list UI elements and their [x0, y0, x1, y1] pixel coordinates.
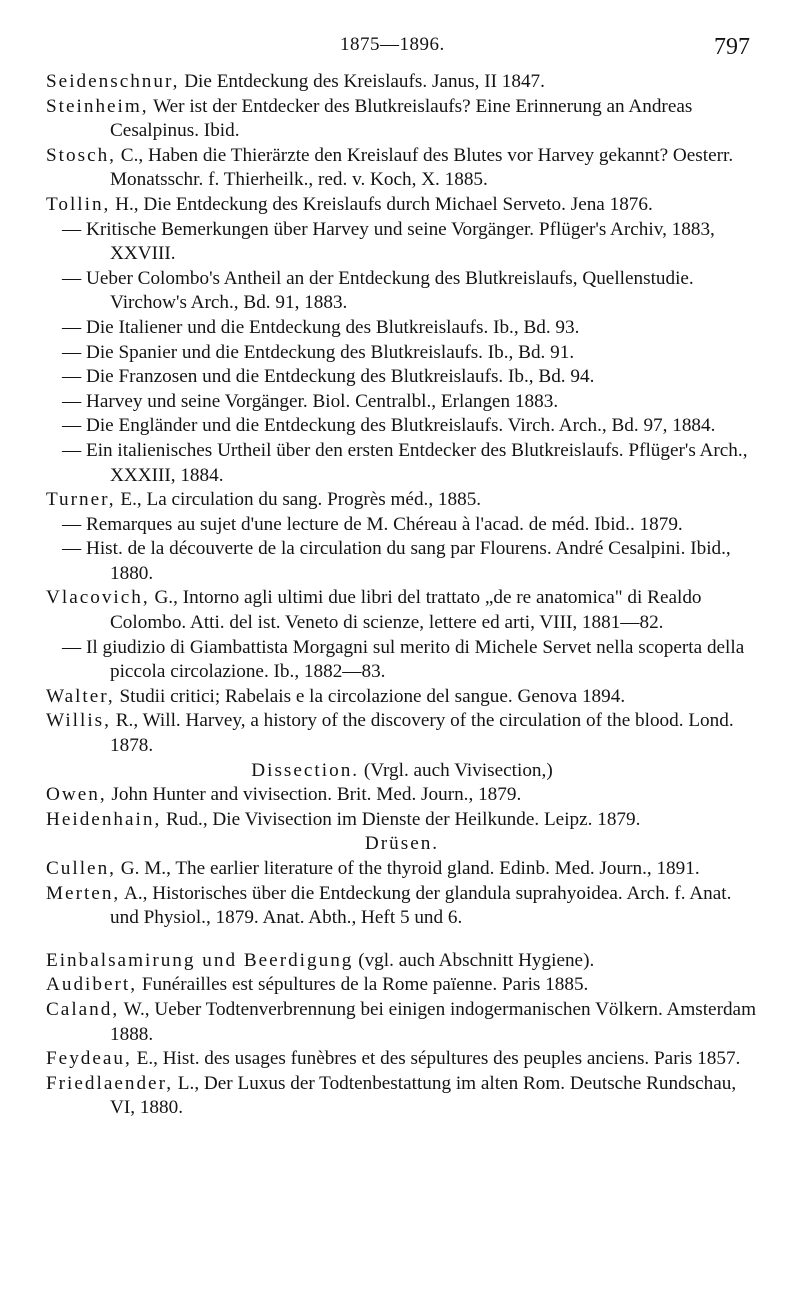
- entry-author: Friedlaender,: [46, 1072, 173, 1094]
- entry-author: Tollin,: [46, 193, 111, 215]
- bibliography-entry: [46, 998, 758, 1047]
- entry-text: (vgl. auch Abschnitt Hygiene).: [358, 949, 595, 971]
- entry-text: Die Franzosen und die Entdeckung des Blutkreislaufs. Ib., Bd. 94.: [85, 366, 595, 388]
- bibliography-entry: [46, 439, 758, 488]
- bibliography-entry: [46, 316, 758, 341]
- bibliography-entry: [46, 808, 758, 833]
- entry-text: (Vrgl. auch Vivisection,): [363, 759, 553, 781]
- ditto-dash: —: [62, 513, 82, 535]
- page-number: 797: [714, 34, 750, 60]
- bibliography-entry: [46, 341, 758, 366]
- bibliography-entry: [46, 636, 758, 685]
- ditto-dash: —: [62, 341, 82, 363]
- entry-author: Vlacovich,: [46, 587, 150, 609]
- bibliography-entry: [46, 267, 758, 316]
- entry-text: Il giudizio di Giambattista Morgagni sul merito di Michele Servet nella scoperta della piccola circolazione. Ib., 1882—83.: [85, 636, 745, 683]
- entry-text: E., La circulation du sang. Progrès méd., 1885.: [120, 489, 482, 511]
- bibliography-entry: [46, 709, 758, 758]
- section-heading: [46, 832, 758, 857]
- entry-text: A., Historisches über die Entdeckung der glandula suprahyoidea. Arch. f. Anat. und Physiol., 1879. Anat. Abth., Heft 5 und 6.: [110, 882, 732, 929]
- ditto-dash: —: [62, 439, 82, 461]
- bibliography-entry: [46, 365, 758, 390]
- bibliography-entry: [46, 586, 758, 635]
- entry-author: Seidenschnur,: [46, 71, 180, 92]
- entry-author: Stosch,: [46, 144, 116, 166]
- entry-text: G. M., The earlier literature of the thyroid gland. Edinb. Med. Journ., 1891.: [120, 858, 700, 879]
- bibliography-entry: [46, 685, 758, 710]
- entry-text: John Hunter and vivisection. Brit. Med. Journ., 1879.: [111, 784, 522, 806]
- section-title: Drüsen.: [364, 833, 440, 855]
- bibliography-entry: [46, 513, 758, 538]
- ditto-dash: —: [62, 636, 82, 658]
- bibliography-entry: [46, 193, 758, 218]
- bibliography-entry: [46, 857, 758, 882]
- bibliography-entry: [46, 537, 758, 586]
- entry-text: C., Haben die Thierärzte den Kreislauf des Blutes vor Harvey gekannt? Oesterr. Monatsschr. f. Thierheilk., red. v. Koch, X. 1885.: [110, 144, 734, 191]
- bibliography-entry: [46, 390, 758, 415]
- ditto-dash: —: [62, 316, 82, 338]
- entry-text: Harvey und seine Vorgänger. Biol. Centralbl., Erlangen 1883.: [85, 390, 559, 412]
- entry-text: Studii critici; Rabelais e la circolazione del sangue. Genova 1894.: [119, 685, 626, 707]
- entry-text: R., Will. Harvey, a history of the discovery of the circulation of the blood. Lond. 1878.: [110, 710, 734, 757]
- bibliography-list: [46, 70, 758, 1121]
- ditto-dash: —: [62, 366, 82, 388]
- entry-text: Remarques au sujet d'une lecture de M. Chéreau à l'acad. de méd. Ibid.. 1879.: [85, 513, 683, 535]
- bibliography-entry: [46, 70, 758, 95]
- section-heading: [46, 759, 758, 784]
- ditto-dash: —: [62, 218, 82, 240]
- entry-text: Die Entdeckung des Kreislaufs. Janus, II 1847.: [184, 71, 545, 92]
- entry-text: Funérailles est sépultures de la Rome païenne. Paris 1885.: [141, 974, 589, 996]
- running-head: [0, 30, 800, 64]
- section-heading: [46, 949, 758, 974]
- entry-text: E., Hist. des usages funèbres et des sépultures des peuples anciens. Paris 1857.: [136, 1048, 741, 1070]
- ditto-dash: —: [62, 267, 82, 289]
- bibliography-entry: [46, 414, 758, 439]
- entry-author: Cullen,: [46, 858, 116, 879]
- entry-text: Ein italienisches Urtheil über den ersten Entdecker des Blutkreislaufs. Pflüger's Arch., XXXIII, 1884.: [85, 439, 748, 486]
- entry-author: Feydeau,: [46, 1048, 132, 1070]
- entry-author: Caland,: [46, 998, 120, 1020]
- entry-text: Hist. de la découverte de la circulation du sang par Flourens. André Cesalpini. Ibid., 1880.: [85, 538, 731, 584]
- bibliography-entry: [46, 218, 758, 267]
- bibliography-entry: [46, 1072, 758, 1121]
- entry-author: Steinheim,: [46, 95, 149, 117]
- entry-text: Wer ist der Entdecker des Blutkreislaufs? Eine Erinnerung an Andreas Cesalpinus. Ibid.: [110, 95, 693, 142]
- bibliography-entry: [46, 95, 758, 144]
- bibliography-entry: [46, 144, 758, 193]
- bibliography-entry: [46, 783, 758, 808]
- running-head-title: 1875—1896.: [340, 34, 445, 55]
- ditto-dash: —: [62, 390, 82, 412]
- entry-text: W., Ueber Todtenverbrennung bei einigen indogermanischen Völkern. Amsterdam 1888.: [110, 998, 756, 1045]
- entry-text: Rud., Die Vivisection im Dienste der Heilkunde. Leipz. 1879.: [166, 808, 641, 830]
- entry-text: H., Die Entdeckung des Kreislaufs durch Michael Serveto. Jena 1876.: [115, 193, 653, 215]
- bibliography-entry: [46, 882, 758, 931]
- entry-text: Kritische Bemerkungen über Harvey und seine Vorgänger. Pflüger's Archiv, 1883, XXVIII.: [85, 218, 715, 265]
- ditto-dash: —: [62, 538, 82, 560]
- ditto-dash: —: [62, 415, 82, 437]
- entry-author: Heidenhain,: [46, 808, 162, 830]
- entry-author: Owen,: [46, 784, 107, 806]
- entry-text: Die Spanier und die Entdeckung des Blutkreislaufs. Ib., Bd. 91.: [85, 341, 575, 363]
- entry-text: L., Der Luxus der Todtenbestattung im alten Rom. Deutsche Rundschau, VI, 1880.: [110, 1072, 737, 1119]
- bibliography-entry: [46, 488, 758, 513]
- entry-author: Walter,: [46, 685, 115, 707]
- entry-text: G., Intorno agli ultimi due libri del trattato „de re anatomica" di Realdo Colombo. Atti. del ist. Veneto di scienze, lettere ed arti, VIII, 1881—82.: [110, 587, 702, 634]
- entry-author: Merten,: [46, 882, 121, 904]
- entry-text: Die Engländer und die Entdeckung des Blutkreislaufs. Virch. Arch., Bd. 97, 1884.: [85, 415, 716, 437]
- entry-text: Ueber Colombo's Antheil an der Entdeckung des Blutkreislaufs, Quellenstudie. Virchow's Arch., Bd. 91, 1883.: [85, 267, 694, 314]
- entry-author: Turner,: [46, 489, 116, 511]
- bibliography-entry: [46, 1047, 758, 1072]
- entry-author: Willis,: [46, 710, 111, 732]
- bibliography-entry: [46, 973, 758, 998]
- section-title: Einbalsamirung und Beerdigung: [46, 949, 354, 971]
- section-title: Dissection.: [251, 759, 360, 781]
- entry-text: Die Italiener und die Entdeckung des Blutkreislaufs. Ib., Bd. 93.: [85, 316, 580, 338]
- entry-author: Audibert,: [46, 974, 138, 996]
